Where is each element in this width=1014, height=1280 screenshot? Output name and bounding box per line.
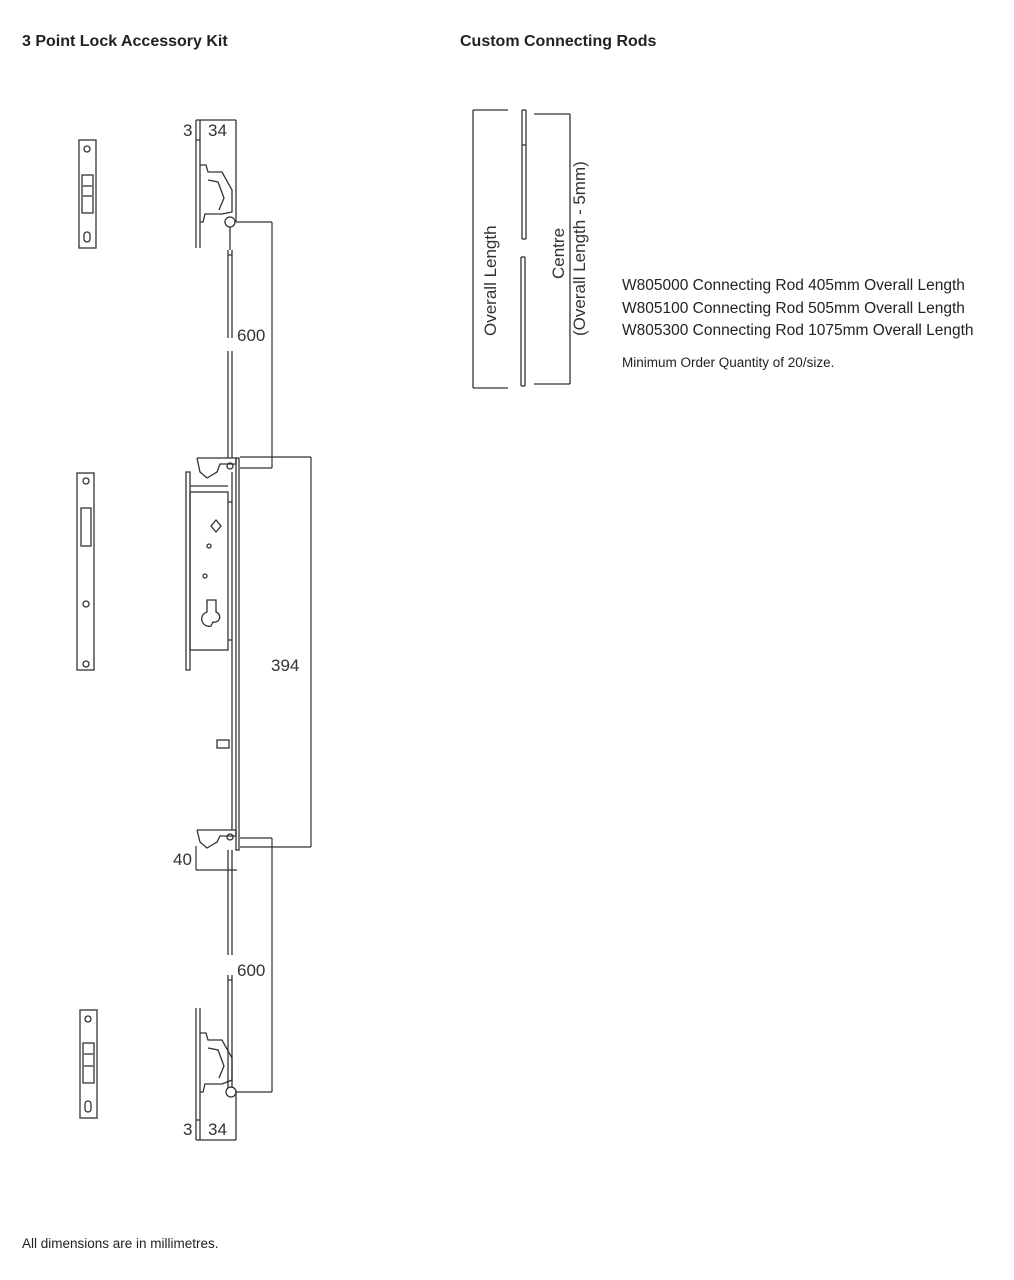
units-footnote: All dimensions are in millimetres. bbox=[22, 1236, 219, 1251]
dim-bottom-width: 34 bbox=[208, 1120, 227, 1139]
dim-hook-offset: 40 bbox=[173, 850, 192, 869]
product-list bbox=[622, 275, 974, 343]
centre-sub-label: (Overall Length - 5mm) bbox=[570, 161, 589, 336]
dim-bottom-small: 3 bbox=[183, 1120, 193, 1139]
bottom-strike-plate bbox=[80, 1010, 97, 1118]
product-item: W805000 Connecting Rod 405mm Overall Length bbox=[622, 277, 965, 294]
dim-upper-rod: 600 bbox=[237, 326, 266, 345]
product-item: W805100 Connecting Rod 505mm Overall Length bbox=[622, 299, 965, 317]
dim-top-width: 34 bbox=[208, 121, 227, 140]
overall-length-label: Overall Length bbox=[481, 225, 500, 336]
kit-title: 3 Point Lock Accessory Kit bbox=[22, 33, 228, 50]
main-lock-body bbox=[186, 458, 239, 850]
centre-label: Centre bbox=[549, 227, 568, 279]
dim-lower-rod: 600 bbox=[237, 961, 266, 980]
top-strike-plate bbox=[79, 140, 96, 248]
centre-keep bbox=[77, 473, 94, 670]
minimum-order-note: Minimum Order Quantity of 20/size. bbox=[622, 355, 835, 370]
dim-centre-span: 394 bbox=[271, 656, 300, 675]
dim-top-small: 3 bbox=[183, 121, 193, 140]
upper-rod bbox=[228, 250, 232, 458]
dimension-lines bbox=[196, 120, 311, 1140]
rods-title: Custom Connecting Rods bbox=[460, 33, 657, 50]
product-item: W805300 Connecting Rod 1075mm Overall Length bbox=[622, 322, 974, 340]
